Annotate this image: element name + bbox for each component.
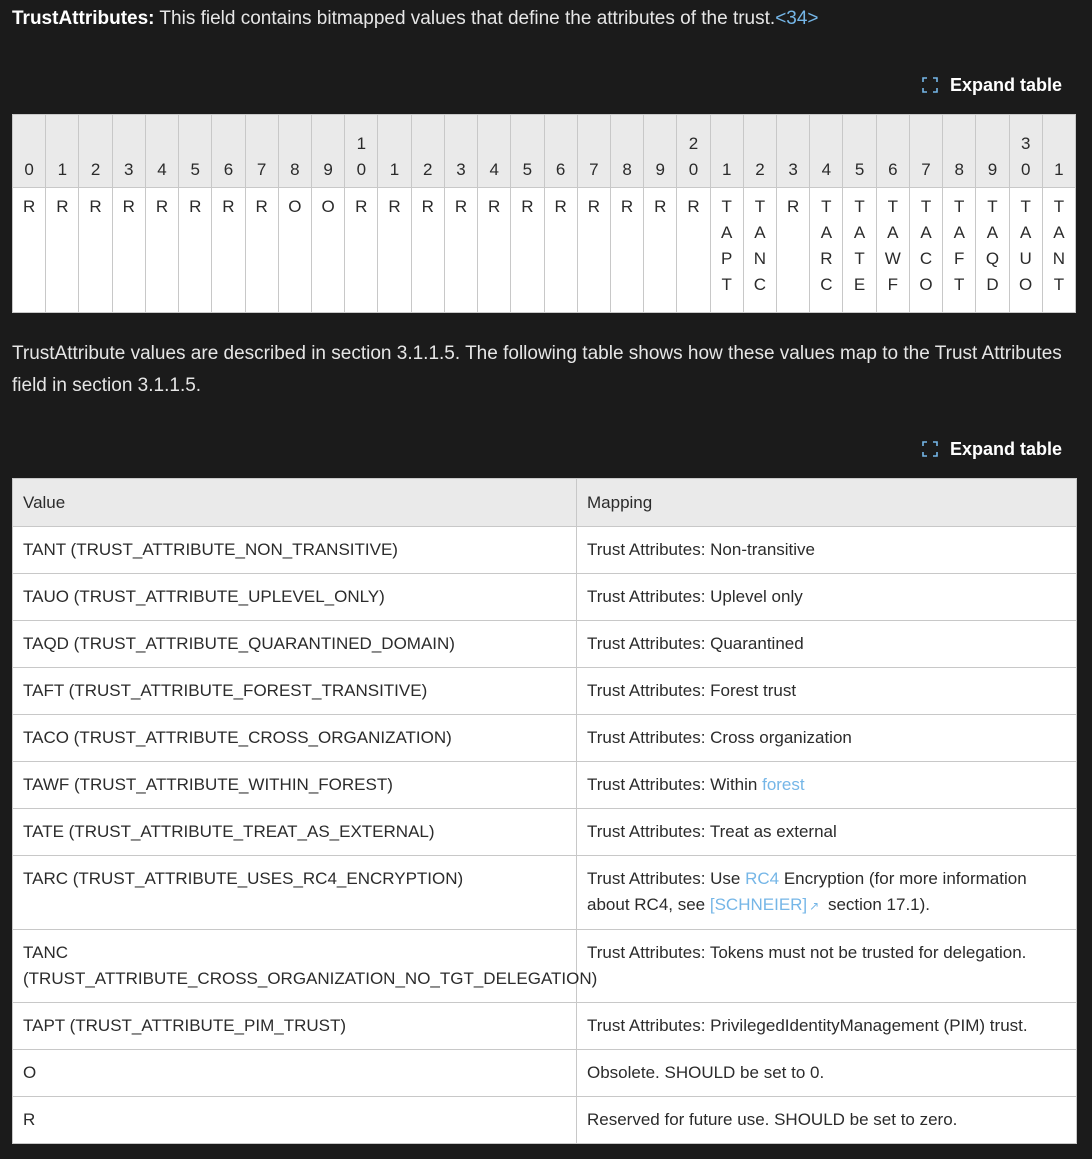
column-header-mapping: Mapping: [577, 479, 1077, 527]
bit-flag-letter: O: [919, 275, 933, 294]
bit-flag-letter: R: [89, 197, 102, 216]
bit-number: 5: [854, 160, 865, 179]
bit-flag-letter: T: [954, 275, 965, 294]
bit-header-cell: [245, 115, 278, 188]
bit-header-cell: [46, 115, 79, 188]
bit-flag-letter: R: [820, 249, 833, 268]
bit-header-cell: [79, 115, 112, 188]
bit-header-cell: [212, 115, 245, 188]
bit-flag-letter: D: [986, 275, 999, 294]
bit-header-cell: [677, 115, 710, 188]
table-row: [13, 621, 1077, 668]
mapping-text: Obsolete. SHOULD be set to 0.: [587, 1063, 825, 1082]
mapping-text: Trust Attributes: Uplevel only: [587, 587, 803, 606]
bit-header-cell: [13, 115, 46, 188]
bit-value-cell: [145, 188, 178, 313]
bit-flag-letter: A: [853, 223, 866, 242]
bit-number: 6: [888, 160, 898, 179]
bit-flag-letter: A: [920, 223, 932, 242]
mapping-cell: [577, 527, 1077, 574]
mapping-text: Trust Attributes: Tokens must not be trusted for delegation.: [587, 943, 1027, 962]
bit-flag-letter: A: [1020, 223, 1032, 242]
bit-number: 0: [356, 160, 367, 179]
value-cell: TARC (TRUST_ATTRIBUTE_USES_RC4_ENCRYPTION): [13, 856, 577, 930]
bit-number: 6: [223, 160, 234, 179]
bit-header-cell: [909, 115, 942, 188]
bit-number: 9: [323, 160, 333, 179]
bit-header-cell: [810, 115, 843, 188]
bit-flag-letter: A: [887, 223, 899, 242]
bit-header-cell: [278, 115, 311, 188]
expand-table-label: Expand table: [949, 74, 1062, 95]
mapping-cell: [577, 930, 1077, 1003]
table-row: [13, 1050, 1077, 1097]
forest-link[interactable]: forest: [762, 775, 805, 794]
bit-header-cell: [311, 115, 344, 188]
mapping-cell: [577, 762, 1077, 809]
mapping-text: Reserved for future use. SHOULD be set to zero.: [587, 1110, 958, 1129]
bit-value-cell: [943, 188, 976, 313]
bit-number: 1: [389, 160, 400, 179]
bit-value-cell: [777, 188, 810, 313]
bit-number: 1: [356, 134, 367, 153]
bit-value-cell: [843, 188, 876, 313]
bit-value-cell: [46, 188, 79, 313]
value-cell: TAFT (TRUST_ATTRIBUTE_FOREST_TRANSITIVE): [13, 668, 577, 715]
mapping-cell: [577, 621, 1077, 668]
bit-number: 3: [1020, 134, 1031, 153]
bit-number: 0: [1020, 160, 1031, 179]
mapping-text: Trust Attributes: PrivilegedIdentityManagement (PIM) trust.: [587, 1016, 1028, 1035]
bit-number: 8: [290, 160, 300, 179]
bit-number: 6: [555, 160, 566, 179]
bit-header-cell: [478, 115, 511, 188]
bit-number: 3: [456, 160, 466, 179]
table-row: [13, 574, 1077, 621]
bit-value-cell: [212, 188, 245, 313]
value-cell: O: [13, 1050, 577, 1097]
bit-flag-letter: C: [753, 275, 767, 294]
column-header-value: Value: [13, 479, 577, 527]
bit-flag-letter: T: [887, 197, 898, 216]
value-cell: TATE (TRUST_ATTRIBUTE_TREAT_AS_EXTERNAL): [13, 809, 577, 856]
bit-flag-letter: T: [1020, 197, 1031, 216]
bit-flag-letter: R: [687, 197, 700, 216]
bit-value-cell: [345, 188, 378, 313]
bit-flag-letter: F: [954, 249, 965, 268]
bit-header-cell: [943, 115, 976, 188]
intro-term: TrustAttributes:: [12, 8, 155, 29]
value-cell: TAPT (TRUST_ATTRIBUTE_PIM_TRUST): [13, 1003, 577, 1050]
bit-flag-letter: O: [288, 197, 302, 216]
bit-value-cell: [378, 188, 411, 313]
bit-value-cell: [876, 188, 909, 313]
bit-value-cell: [311, 188, 344, 313]
mapping-text: section 17.1).: [823, 895, 930, 914]
bit-number: 8: [954, 160, 964, 179]
bit-number: 5: [190, 160, 200, 179]
bit-header-cell: [378, 115, 411, 188]
bit-flag-letter: W: [884, 249, 901, 268]
bit-value-cell: [743, 188, 776, 313]
bit-flag-letter: R: [189, 197, 202, 216]
mapping-text: Trust Attributes: Non-transitive: [587, 540, 816, 559]
bit-header-cell: [1009, 115, 1042, 188]
bit-flag-letter: T: [1053, 197, 1065, 216]
mapping-text: Trust Attributes: Cross organization: [587, 728, 852, 747]
bit-flag-letter: T: [721, 197, 732, 216]
bit-flag-letter: O: [1019, 275, 1033, 294]
bit-value-cell: [544, 188, 577, 313]
bit-flag-letter: R: [421, 197, 434, 216]
bit-flag-letter: T: [1053, 275, 1065, 294]
bit-flag-letter: T: [754, 197, 766, 216]
bit-number: 4: [821, 160, 832, 179]
bit-header-cell: [976, 115, 1009, 188]
bit-header-cell: [112, 115, 145, 188]
value-text: TANC: [23, 943, 69, 962]
bit-number: 2: [755, 160, 765, 179]
bit-header-cell: [777, 115, 810, 188]
bit-header-cell: [843, 115, 876, 188]
bit-number: 4: [489, 160, 499, 179]
expand-table-button-2[interactable]: [922, 436, 1062, 462]
table-row: [13, 1097, 1077, 1144]
bit-value-cell: [677, 188, 710, 313]
bit-number: 7: [921, 160, 931, 179]
rc4-link[interactable]: RC4: [745, 869, 780, 888]
bit-value-cell: [710, 188, 743, 313]
bit-flag-letter: R: [155, 197, 169, 216]
bit-header-row: [13, 115, 1076, 188]
bit-number: 1: [1054, 160, 1064, 179]
value-cell: TAQD (TRUST_ATTRIBUTE_QUARANTINED_DOMAIN): [13, 621, 577, 668]
bit-flag-letter: T: [821, 197, 832, 216]
bit-header-cell: [577, 115, 610, 188]
bit-flag-letter: T: [987, 197, 998, 216]
bit-value-cell: [976, 188, 1009, 313]
bit-value-row: [13, 188, 1076, 313]
bit-number: 2: [423, 160, 433, 179]
bit-header-cell: [743, 115, 776, 188]
value-cell: TANT (TRUST_ATTRIBUTE_NON_TRANSITIVE): [13, 527, 577, 574]
bit-flag-letter: T: [854, 197, 865, 216]
bit-value-cell: [245, 188, 278, 313]
schneier-link[interactable]: [SCHNEIER]: [709, 895, 808, 914]
bit-flag-letter: A: [820, 223, 833, 242]
bit-value-cell: [112, 188, 145, 313]
bit-flag-letter: R: [554, 197, 567, 216]
bit-value-cell: [577, 188, 610, 313]
table-row: [13, 809, 1077, 856]
bit-number: 7: [256, 160, 267, 179]
mapping-cell: [577, 668, 1077, 715]
value-cell: TACO (TRUST_ATTRIBUTE_CROSS_ORGANIZATION): [13, 715, 577, 762]
mapping-text: Trust Attributes: Treat as external: [587, 822, 837, 841]
bit-value-cell: [644, 188, 677, 313]
bit-header-cell: [345, 115, 378, 188]
expand-table-button[interactable]: [922, 72, 1062, 98]
bit-flag-letter: A: [1053, 223, 1065, 242]
bit-value-cell: [179, 188, 212, 313]
bit-flag-letter: A: [721, 223, 733, 242]
table-row: [13, 668, 1077, 715]
bit-flag-letter: R: [521, 197, 534, 216]
bit-header-cell: [511, 115, 544, 188]
expand-icon: [922, 77, 938, 93]
bit-number: 4: [157, 160, 167, 179]
footnote-link-34[interactable]: <34>: [775, 8, 819, 29]
bit-flag-letter: R: [22, 197, 36, 216]
bit-flag-letter: A: [953, 223, 965, 242]
mapping-cell: [577, 715, 1077, 762]
bit-number: 9: [987, 160, 998, 179]
bit-flag-letter: R: [787, 197, 800, 216]
table-row: [13, 715, 1077, 762]
bit-flag-letter: R: [488, 197, 501, 216]
bit-header-cell: [644, 115, 677, 188]
table-row: [13, 762, 1077, 809]
expand-table-label: Expand table: [949, 438, 1062, 459]
bit-flag-letter: T: [854, 249, 865, 268]
mapping-text: Trust Attributes: Use: [587, 869, 746, 888]
trust-attributes-intro: [12, 6, 1082, 32]
bit-flag-letter: R: [620, 197, 634, 216]
external-link-icon: ↗: [809, 899, 820, 913]
bit-flag-letter: R: [56, 197, 69, 216]
mapping-cell: [577, 574, 1077, 621]
value-cell: TAWF (TRUST_ATTRIBUTE_WITHIN_FOREST): [13, 762, 577, 809]
mapping-header-row: [13, 479, 1077, 527]
bit-number: 1: [721, 160, 732, 179]
bit-flag-letter: R: [388, 197, 401, 216]
bit-number: 7: [589, 160, 599, 179]
mapping-cell: [577, 809, 1077, 856]
bit-number: 2: [688, 134, 699, 153]
mapping-cell: [577, 1050, 1077, 1097]
bit-number: 3: [788, 160, 798, 179]
table-row: [13, 856, 1077, 930]
bit-number: 1: [57, 160, 68, 179]
value-cell: R: [13, 1097, 577, 1144]
bit-header-cell: [444, 115, 477, 188]
bit-header-cell: [710, 115, 743, 188]
table-row: [13, 930, 1077, 1003]
value-cell: [13, 930, 598, 1003]
bit-value-cell: [1009, 188, 1042, 313]
bit-header-cell: [1042, 115, 1075, 188]
mapping-cell: [577, 1003, 1077, 1050]
bit-flag-letter: R: [587, 197, 600, 216]
bit-field-table: [12, 114, 1076, 313]
bit-value-cell: [909, 188, 942, 313]
mapping-table: [12, 478, 1077, 1144]
bit-header-cell: [610, 115, 643, 188]
bit-value-cell: [13, 188, 46, 313]
bit-flag-letter: Q: [985, 249, 1000, 268]
bit-number: 0: [24, 160, 34, 179]
bit-number: 9: [655, 160, 665, 179]
bit-flag-letter: E: [853, 275, 866, 294]
mapping-text: Encryption (for more information about RC4, see: [587, 869, 1027, 914]
bit-flag-letter: A: [754, 223, 766, 242]
bit-flag-letter: T: [954, 197, 965, 216]
mapping-cell: [577, 856, 1077, 930]
bit-flag-letter: P: [721, 249, 733, 268]
table-row: [13, 1003, 1077, 1050]
mapping-text: Trust Attributes: Quarantined: [587, 634, 804, 653]
bit-flag-letter: U: [1019, 249, 1032, 268]
bit-flag-letter: A: [986, 223, 999, 242]
bit-flag-letter: R: [222, 197, 235, 216]
mapping-cell: [577, 1097, 1077, 1144]
bit-flag-letter: N: [1052, 249, 1066, 268]
bit-flag-letter: F: [887, 275, 898, 294]
bit-value-cell: [511, 188, 544, 313]
bit-flag-letter: R: [355, 197, 368, 216]
bit-header-cell: [145, 115, 178, 188]
mapping-description: TrustAttribute values are described in section 3.1.1.5. The following table shows how these values map to the Trust Attributes field in section 3.1.1.5.: [12, 343, 1062, 396]
bit-flag-letter: T: [721, 275, 732, 294]
intro-text: This field contains bitmapped values that define the attributes of the trust.: [154, 8, 776, 29]
bit-value-cell: [478, 188, 511, 313]
bit-number: 2: [90, 160, 101, 179]
mapping-text: Trust Attributes: Within: [587, 775, 763, 794]
bit-flag-letter: C: [919, 249, 933, 268]
bit-value-cell: [810, 188, 843, 313]
value-text: (TRUST_ATTRIBUTE_CROSS_ORGANIZATION_NO_TGT_DELEGATION): [23, 969, 598, 988]
bit-number: 0: [688, 160, 699, 179]
bit-flag-letter: R: [654, 197, 667, 216]
bit-flag-letter: C: [820, 275, 833, 294]
table-row: [13, 527, 1077, 574]
bit-header-cell: [544, 115, 577, 188]
bit-flag-letter: N: [753, 249, 767, 268]
bit-header-cell: [876, 115, 909, 188]
value-cell: TAUO (TRUST_ATTRIBUTE_UPLEVEL_ONLY): [13, 574, 577, 621]
bit-value-cell: [610, 188, 643, 313]
bit-header-cell: [411, 115, 444, 188]
mapping-text: Trust Attributes: Forest trust: [587, 681, 797, 700]
expand-icon: [922, 441, 938, 457]
bit-number: 8: [622, 160, 632, 179]
bit-number: 5: [522, 160, 533, 179]
bit-value-cell: [411, 188, 444, 313]
bit-number: 3: [124, 160, 134, 179]
bit-flag-letter: T: [920, 197, 932, 216]
bit-value-cell: [444, 188, 477, 313]
bit-flag-letter: O: [321, 197, 335, 216]
bit-flag-letter: R: [122, 197, 135, 216]
bit-header-cell: [179, 115, 212, 188]
bit-value-cell: [278, 188, 311, 313]
bit-flag-letter: R: [255, 197, 268, 216]
bit-value-cell: [79, 188, 112, 313]
bit-flag-letter: R: [454, 197, 468, 216]
bit-value-cell: [1042, 188, 1075, 313]
